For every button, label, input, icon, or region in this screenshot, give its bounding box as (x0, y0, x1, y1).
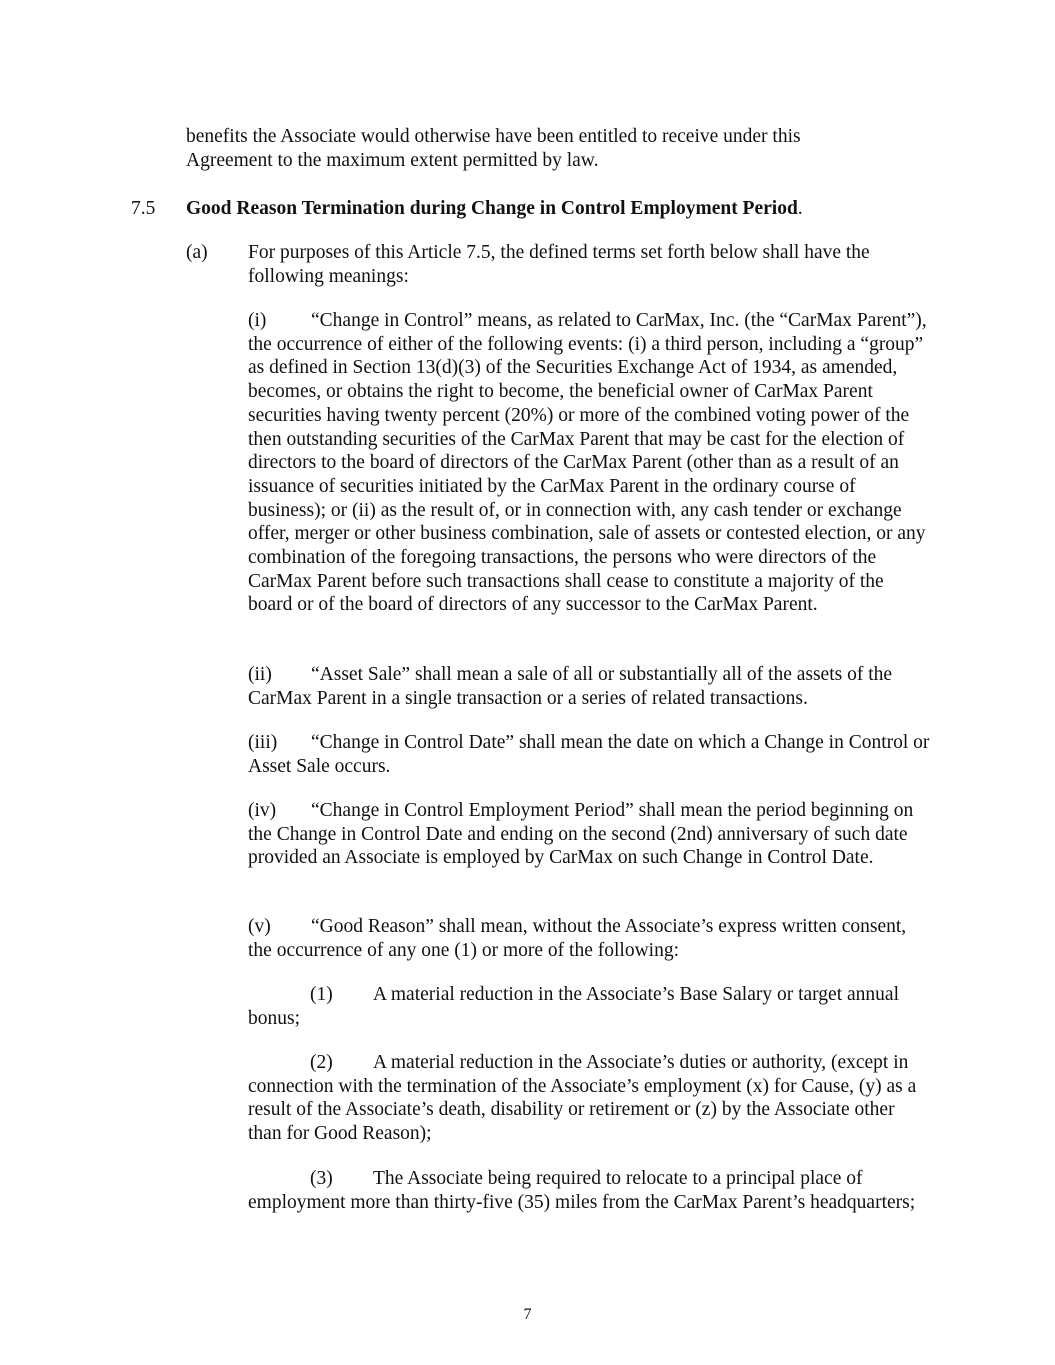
item-text: A material reduction in the Associate’s Base Salary or target annual bonus; (248, 984, 899, 1029)
continuation-paragraph: benefits the Associate would otherwise have been entitled to receive under this Agreement to the maximum extent permitted by law. (186, 126, 801, 171)
item-number: (1) (310, 984, 333, 1005)
section-number: 7.5 (131, 198, 156, 219)
good-reason-item-1 (248, 983, 932, 1030)
item-number: (3) (310, 1168, 333, 1189)
definition-number: (iv) (248, 800, 277, 821)
item-text: A material reduction in the Associate’s duties or authority, (except in connection with the termination of the Associate’s employment (x) for Cause, (y) as a result of the Associate’s death, disability or retirement or (z) by the Associate other than for Good Reason); (248, 1052, 917, 1145)
definition-text: “Asset Sale” shall mean a sale of all or substantially all of the assets of the CarMax Parent in a single transaction or a series of related transactions. (248, 664, 893, 709)
definition-number: (iii) (248, 732, 278, 753)
section-title: Good Reason Termination during Change in Control Employment Period (186, 198, 798, 219)
definition-employment-period (248, 799, 932, 870)
paragraph-a (186, 241, 931, 288)
definition-number: (i) (248, 310, 267, 331)
definition-good-reason (248, 915, 932, 962)
section-title-period: . (797, 198, 803, 219)
definition-text: “Change in Control Date” shall mean the date on which a Change in Control or Asset Sale occurs. (248, 732, 930, 777)
definition-number: (v) (248, 916, 271, 937)
definition-number: (ii) (248, 664, 272, 685)
definition-change-in-control-date (248, 731, 932, 778)
definition-change-in-control (248, 309, 932, 617)
paragraph-a-text: For purposes of this Article 7.5, the defined terms set forth below shall have the following meanings: (248, 242, 870, 287)
good-reason-item-2 (248, 1051, 932, 1146)
section-heading (131, 197, 891, 221)
definition-asset-sale (248, 663, 932, 710)
definition-text: “Good Reason” shall mean, without the Associate’s express written consent, the occurrence of any one (1) or more of the following: (248, 916, 907, 961)
definition-text: “Change in Control” means, as related to CarMax, Inc. (the “CarMax Parent”), the occurrence of either of the following events: (i) a third person, including a “group” as defined in Section 13(d)(3) of the Securities Exchange Act of 1934, as amended, becomes, or obtains the right to become, the beneficial owner of CarMax Parent securities having twenty percent (20%) or more of the combined voting power of the then outstanding securities of the CarMax Parent that may be cast for the election of directors to the board of directors of the CarMax Parent (other than as a result of an issuance of securities initiated by the CarMax Parent in the ordinary course of business); or (ii) as the result of, or in connection with, any cash tender or exchange offer, merger or other business combination, sale of assets or contested election, or any combination of the foregoing transactions, the persons who were directors of the CarMax Parent before such transactions shall cease to constitute a majority of the board or of the board of directors of any successor to the CarMax Parent. (248, 310, 927, 616)
item-text: The Associate being required to relocate to a principal place of employment more than thirty-five (35) miles from the CarMax Parent’s headquarters; (248, 1168, 916, 1213)
definition-text: “Change in Control Employment Period” shall mean the period beginning on the Change in Control Date and ending on the second (2nd) anniversary of such date provided an Associate is employed by CarMax on such Change in Control Date. (248, 800, 914, 869)
good-reason-item-3 (248, 1167, 932, 1214)
paragraph-a-label: (a) (186, 242, 208, 263)
item-number: (2) (310, 1052, 333, 1073)
page-number: 7 (523, 1306, 532, 1323)
